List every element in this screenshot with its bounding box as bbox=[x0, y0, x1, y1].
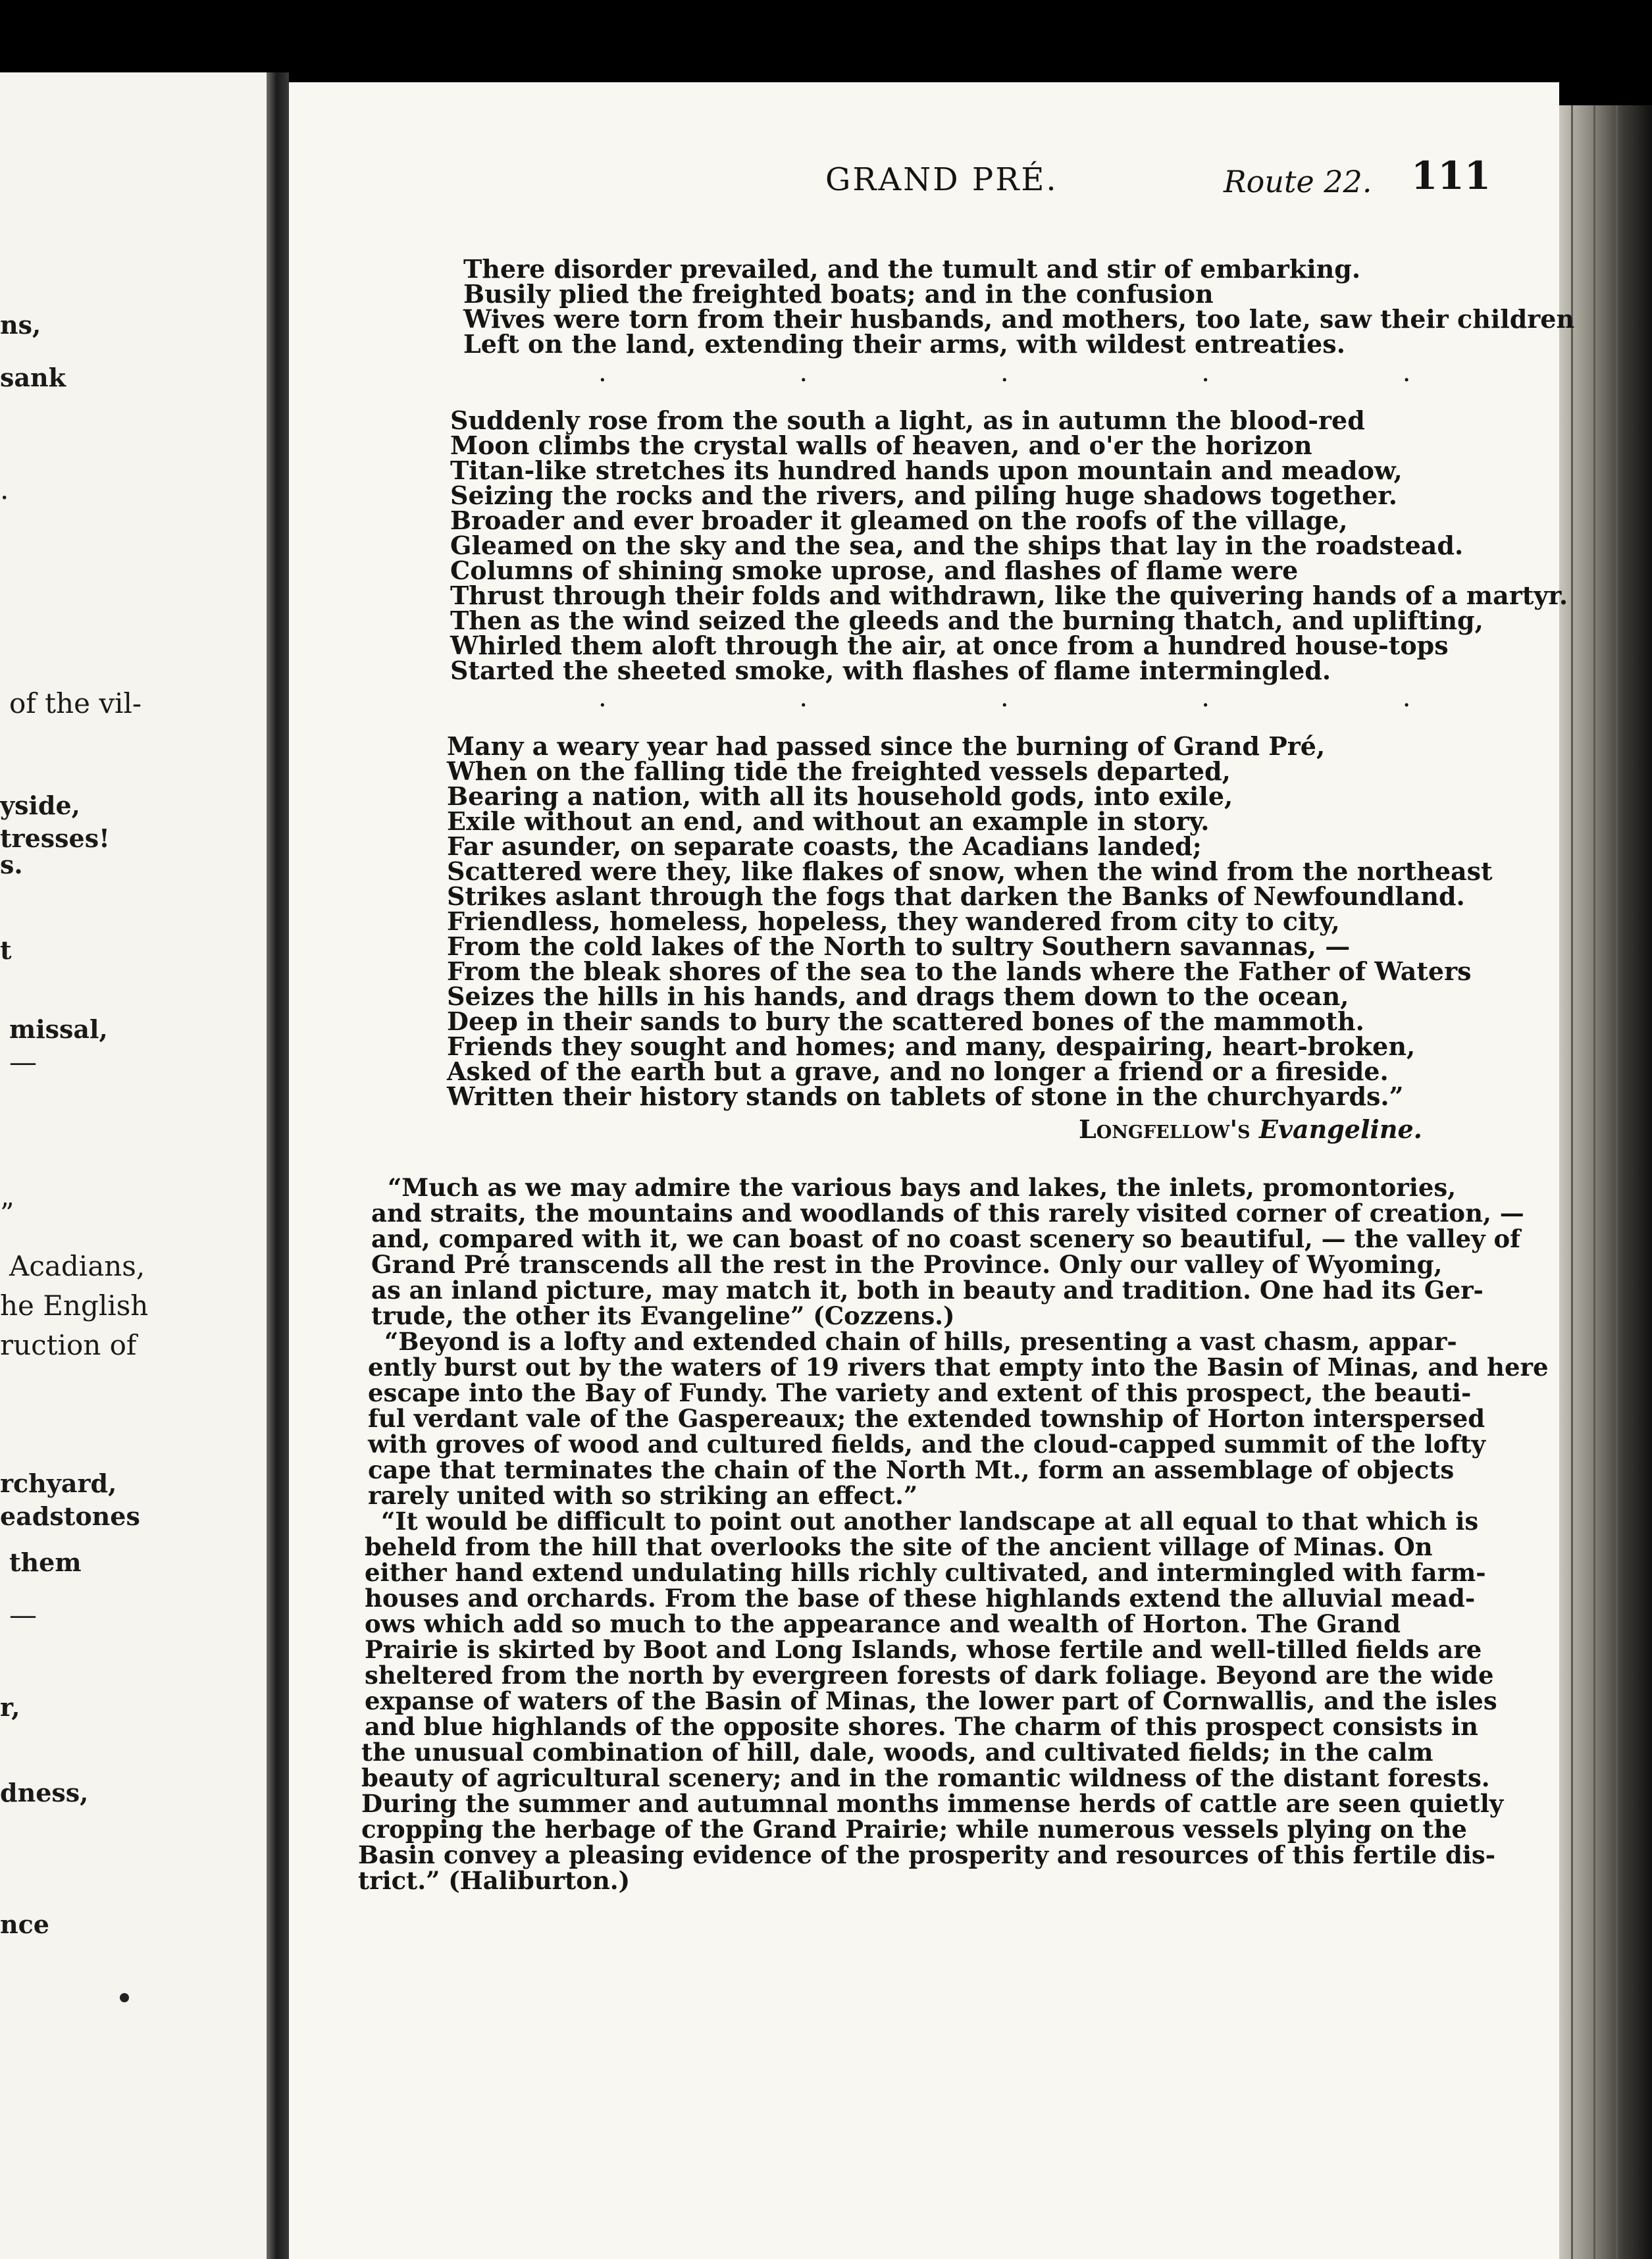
prose-line: During the summer and autumnal months immense herds of cattle are seen quietly bbox=[361, 1789, 1504, 1818]
prose-line: and blue highlands of the opposite shores. The charm of this prospect consists in bbox=[365, 1712, 1478, 1741]
left-fragment: rchyard, bbox=[0, 1468, 117, 1498]
ink-dot bbox=[120, 1993, 129, 2002]
verse-line: Seizing the rocks and the rivers, and piling huge shadows together. bbox=[450, 480, 1398, 510]
left-fragment: eadstones bbox=[0, 1501, 140, 1531]
left-fragment: nce bbox=[0, 1909, 49, 1939]
verse-line: Columns of shining smoke uprose, and flashes of flame were bbox=[450, 556, 1299, 585]
left-fragment: missal, bbox=[9, 1014, 108, 1044]
left-fragment: s. bbox=[0, 850, 23, 879]
verse-line: Deep in their sands to bury the scattered bones of the mammoth. bbox=[447, 1006, 1364, 1036]
left-fragment: yside, bbox=[0, 791, 80, 820]
verse-line: From the cold lakes of the North to sultry Southern savannas, — bbox=[447, 931, 1351, 961]
page-number: 111 bbox=[1411, 153, 1491, 198]
prose-line: ful verdant vale of the Gaspereaux; the extended township of Horton interspersed bbox=[368, 1404, 1485, 1433]
verse-line: Seizes the hills in his hands, and drags them down to the ocean, bbox=[447, 981, 1349, 1011]
left-fragment: ns, bbox=[0, 310, 41, 340]
left-fragment: them bbox=[9, 1547, 82, 1577]
verse-line: Bearing a nation, with all its household gods, into exile, bbox=[447, 781, 1233, 811]
prose-line: rarely united with so striking an effect.” bbox=[368, 1481, 918, 1510]
book-page bbox=[289, 82, 1575, 2259]
verse-line: Friendless, homeless, hopeless, they wandered from city to city, bbox=[447, 906, 1340, 936]
left-fragment: ruction of bbox=[0, 1329, 137, 1361]
verse-line: Left on the land, extending their arms, with wildest entreaties. bbox=[463, 329, 1345, 359]
prose-line: “It would be difficult to point out another landscape at all equal to that which is bbox=[381, 1507, 1479, 1536]
verse-line: Moon climbs the crystal walls of heaven, and o'er the horizon bbox=[450, 430, 1312, 460]
attribution bbox=[1079, 1114, 1422, 1144]
prose-line: Prairie is skirted by Boot and Long Islands, whose fertile and well-tilled fields are bbox=[365, 1635, 1482, 1664]
verse-line: Asked of the earth but a grave, and no longer a friend or a fireside. bbox=[447, 1056, 1389, 1086]
prose-line: expanse of waters of the Basin of Minas, the lower part of Cornwallis, and the isles bbox=[365, 1686, 1497, 1715]
verse-line: Far asunder, on separate coasts, the Acadians landed; bbox=[447, 831, 1202, 861]
prose-line: ently burst out by the waters of 19 rivers that empty into the Basin of Minas, and here bbox=[368, 1353, 1549, 1382]
left-fragment: sank bbox=[0, 363, 66, 392]
book-gutter bbox=[267, 72, 289, 2259]
left-fragment: he English bbox=[0, 1289, 149, 1322]
separator-dots: . . . . . bbox=[598, 683, 1503, 713]
left-fragment: tresses! bbox=[0, 823, 110, 853]
prose-line: the unusual combination of hill, dale, woods, and cultivated fields; in the calm bbox=[361, 1738, 1433, 1767]
verse-line: From the bleak shores of the sea to the lands where the Father of Waters bbox=[447, 956, 1472, 986]
verse-line: There disorder prevailed, and the tumult and stir of embarking. bbox=[463, 254, 1361, 284]
prose-line: “Beyond is a lofty and extended chain of hills, presenting a vast chasm, appar- bbox=[384, 1327, 1457, 1356]
separator-dots: . . . . . bbox=[598, 357, 1503, 388]
left-fragment: r, bbox=[0, 1692, 20, 1722]
prose-line: “Much as we may admire the various bays and lakes, the inlets, promontories, bbox=[388, 1173, 1457, 1202]
left-fragment: . bbox=[0, 473, 9, 506]
verse-line: Thrust through their folds and withdrawn, like the quivering hands of a martyr. bbox=[450, 581, 1568, 610]
left-fragment: dness, bbox=[0, 1778, 89, 1807]
verse-line: Started the sheeted smoke, with flashes of flame intermingled. bbox=[450, 656, 1331, 685]
verse-line: Exile without an end, and without an example in story. bbox=[447, 806, 1210, 836]
prose-line: trict.” (Haliburton.) bbox=[358, 1866, 631, 1895]
left-fragment: t bbox=[0, 935, 12, 965]
verse-line: Wives were torn from their husbands, and mothers, too late, saw their children bbox=[463, 304, 1575, 334]
verse-line: Written their history stands on tablets of stone in the churchyards.” bbox=[447, 1081, 1404, 1111]
verse-line: When on the falling tide the freighted vessels departed, bbox=[447, 756, 1231, 786]
attribution-author: Longfellow's bbox=[1079, 1114, 1251, 1144]
verse-line: Then as the wind seized the gleeds and the burning thatch, and uplifting, bbox=[450, 606, 1484, 635]
left-fragment: of the vil- bbox=[9, 687, 142, 719]
running-head-title: GRAND PRÉ. bbox=[825, 161, 1058, 198]
prose-line: cape that terminates the chain of the North Mt., form an assemblage of objects bbox=[368, 1455, 1455, 1484]
running-head-route: Route 22. bbox=[1224, 164, 1372, 199]
prose-line: ows which add so much to the appearance and wealth of Horton. The Grand bbox=[365, 1609, 1401, 1638]
prose-line: trude, the other its Evangeline” (Cozzens.) bbox=[371, 1301, 955, 1330]
left-facing-page bbox=[0, 72, 267, 2259]
prose-line: beauty of agricultural scenery; and in the romantic wildness of the distant forests. bbox=[361, 1763, 1490, 1792]
verse-line: Friends they sought and homes; and many, despairing, heart-broken, bbox=[447, 1031, 1416, 1061]
left-fragment: — bbox=[9, 1046, 37, 1078]
prose-line: as an inland picture, may match it, both in beauty and tradition. One had its Ger- bbox=[371, 1276, 1484, 1305]
verse-line: Busily plied the freighted boats; and in the confusion bbox=[463, 279, 1214, 309]
verse-line: Broader and ever broader it gleamed on the roofs of the village, bbox=[450, 506, 1348, 535]
verse-line: Whirled them aloft through the air, at once from a hundred house-tops bbox=[450, 631, 1449, 660]
prose-line: escape into the Bay of Fundy. The variety and extent of this prospect, the beauti- bbox=[368, 1378, 1472, 1407]
verse-line: Titan-like stretches its hundred hands upon mountain and meadow, bbox=[450, 455, 1403, 485]
prose-line: either hand extend undulating hills richly cultivated, and intermingled with farm- bbox=[365, 1558, 1486, 1587]
prose-line: sheltered from the north by evergreen forests of dark foliage. Beyond are the wide bbox=[365, 1661, 1494, 1690]
page-edge bbox=[1559, 105, 1652, 2259]
verse-line: Strikes aslant through the fogs that darken the Banks of Newfoundland. bbox=[447, 881, 1465, 911]
prose-line: Basin convey a pleasing evidence of the prosperity and resources of this fertile dis- bbox=[358, 1840, 1496, 1869]
attribution-work: Evangeline. bbox=[1258, 1114, 1422, 1144]
prose-line: and, compared with it, we can boast of no coast scenery so beautiful, — the valley of bbox=[371, 1224, 1521, 1253]
prose-line: houses and orchards. From the base of these highlands extend the alluvial mead- bbox=[365, 1584, 1476, 1613]
verse-line: Many a weary year had passed since the burning of Grand Pré, bbox=[447, 731, 1326, 761]
left-fragment: Acadians, bbox=[9, 1250, 145, 1282]
prose-line: with groves of wood and cultured fields, and the cloud-capped summit of the lofty bbox=[368, 1430, 1486, 1459]
prose-line: beheld from the hill that overlooks the site of the ancient village of Minas. On bbox=[365, 1532, 1433, 1561]
verse-line: Gleamed on the sky and the sea, and the ships that lay in the roadstead. bbox=[450, 531, 1464, 560]
prose-line: cropping the herbage of the Grand Prairie; while numerous vessels plying on the bbox=[361, 1815, 1467, 1844]
prose-line: Grand Pré transcends all the rest in the Province. Only our valley of Wyoming, bbox=[371, 1250, 1443, 1279]
verse-line: Suddenly rose from the south a light, as in autumn the blood-red bbox=[450, 405, 1365, 435]
left-fragment: — bbox=[9, 1599, 37, 1631]
left-fragment: ” bbox=[0, 1197, 14, 1230]
verse-line: Scattered were they, like flakes of snow, when the wind from the northeast bbox=[447, 856, 1493, 886]
prose-line: and straits, the mountains and woodlands of this rarely visited corner of creation, — bbox=[371, 1199, 1524, 1228]
